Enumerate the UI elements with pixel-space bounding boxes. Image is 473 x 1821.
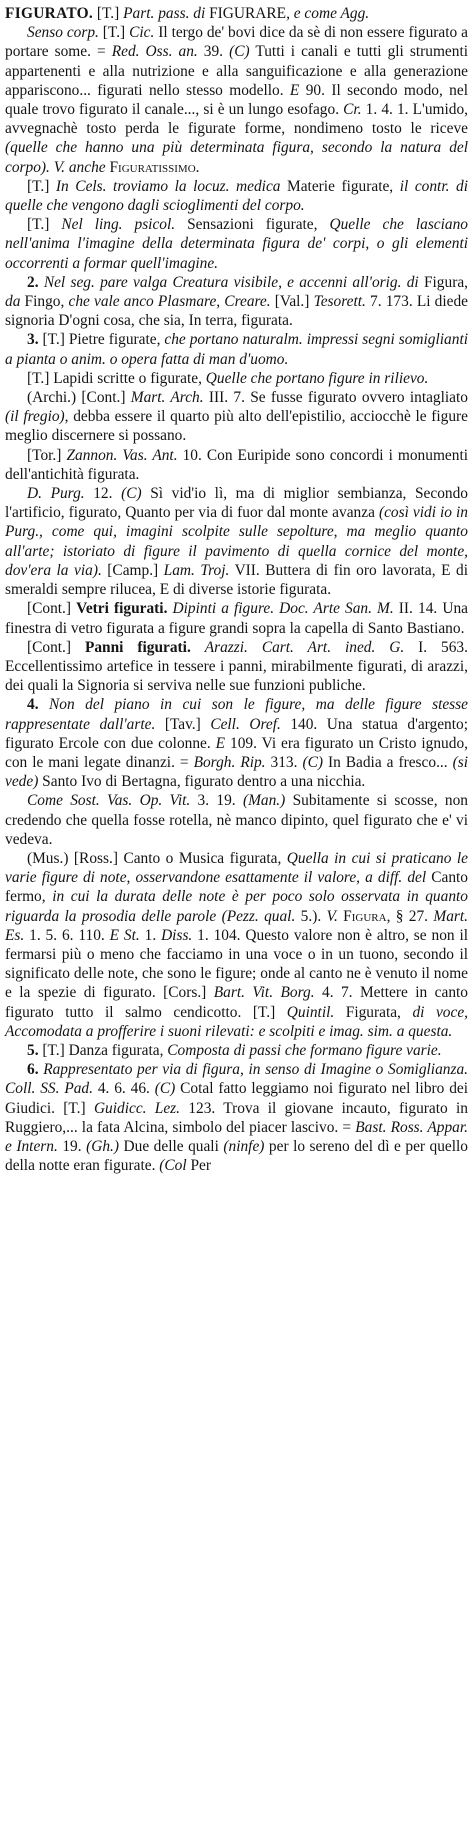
text-run: In Cels. troviamo la locuz. medica xyxy=(55,177,281,195)
text-run: da xyxy=(5,293,21,311)
entry-paragraph xyxy=(5,4,468,23)
text-run: 313. xyxy=(265,753,303,771)
text-run: [T.] Lapidi scritte o figurate, xyxy=(27,369,206,387)
text-run: (Mus.) [Ross.] Canto o Musica figurata, xyxy=(27,849,287,867)
text-run: di voce, Accomodata a profferire i suoni rilevati: e scolpiti e imag. sim. a questa. xyxy=(5,1003,468,1040)
text-run: Cell. Oref. xyxy=(210,715,281,733)
text-run: , e come Agg. xyxy=(286,5,370,22)
text-run: Subitamente si scosse, non credendo che quella fosse rotella, nè manco dipinto, quel figurato che e' vi vedeva. xyxy=(5,792,468,848)
text-run: Quelle che lasciano nell'anima l'imagine della determinata figura de' corpi, o gli elementi occorrenti a formar quell'imagine. xyxy=(5,216,468,272)
text-run: Due delle quali xyxy=(119,1137,224,1155)
text-run: il contr. di quelle che vengono dagli scioglimenti del corpo. xyxy=(5,177,468,215)
entry-paragraph xyxy=(5,791,468,849)
entry-paragraph xyxy=(5,484,468,599)
text-run: 109. Vi era figurato un Cristo ignudo, con le mani legate dinanzi. = xyxy=(5,734,468,771)
text-run: (Col xyxy=(159,1157,187,1175)
text-run: Quella in cui si praticano le varie figure di note, osservandone esattamente il valore, a diff. del xyxy=(5,849,468,887)
entry-paragraph xyxy=(5,849,468,1041)
text-run: (il fregio) xyxy=(5,408,65,426)
text-run: [T.] Danza figurata, xyxy=(42,1041,168,1059)
text-run: 19. xyxy=(57,1137,87,1155)
text-run: 12. xyxy=(84,485,122,503)
dictionary-entry-figurato xyxy=(5,4,468,1175)
text-run: Sì vid'io lì, ma di miglior sembianza, Secondo l'artificio, figurato, Quanto per via di fuor dal monte avanza xyxy=(5,485,468,522)
text-run xyxy=(191,639,205,656)
text-run: Figuratissimo xyxy=(109,158,196,176)
text-run: Lam. Troj. xyxy=(163,561,230,579)
text-run: per lo sereno del dì e per quello della notte eran figurate. xyxy=(5,1137,469,1175)
text-run: Senso corp. xyxy=(27,24,99,42)
text-run: 39. xyxy=(197,43,230,61)
text-run: 5.). xyxy=(295,907,327,925)
text-run: 1. 104. Questo valore non è altro, se non il fermarsi più o meno che facciamo in una voce o in un tuono, secondo il significato delle note, che sono le figure; onde al canto ne è venuto il nome e la spezie di figurato. [Cors.] xyxy=(5,926,469,1002)
text-run: 1. 4. 1. L'umido, avvegnachè tosto perda le figurate forme, nondimeno tosto le riceve xyxy=(5,101,468,138)
text-run: [Camp.] xyxy=(101,561,164,579)
text-run: Per xyxy=(186,1157,212,1175)
text-run: D. Purg. xyxy=(27,485,85,503)
text-run: 4. 7. Mettere in canto figurato tutto il salmo cendicotto. [T.] xyxy=(5,984,468,1021)
text-run: VII. Buttera di fin oro lavorata, E di smeraldi sempre rilucea, E di diverse istorie figurata. xyxy=(5,561,468,599)
entry-paragraph xyxy=(5,1041,468,1060)
text-run: Sensazioni figurate, xyxy=(175,216,330,234)
text-run: [T.] xyxy=(98,24,130,42)
text-run: Figura xyxy=(343,907,387,925)
text-run: in cui la durata delle note è per poco solo osservata in quanto riguarda la prosodia delle parole xyxy=(5,888,468,925)
text-run: [T.] xyxy=(27,216,62,234)
text-run: (si vede) xyxy=(5,753,468,791)
text-run: Composta di passi che formano figure varie. xyxy=(167,1041,442,1059)
text-run: (Gh.) xyxy=(86,1137,119,1155)
text-run: che vale anco Plasmare, Creare. xyxy=(68,293,271,311)
text-run: Panni figurati. xyxy=(84,638,191,656)
text-run: Dipinti a figure. Doc. Arte San. M. xyxy=(172,600,394,618)
text-run: Santo Ivo di Bertagna, figurato dentro a una nicchia. xyxy=(38,773,366,791)
entry-paragraph xyxy=(5,330,468,368)
text-run: Quelle che portano figure in rilievo. xyxy=(205,369,429,387)
text-run: E St. xyxy=(109,926,140,944)
text-run: Nel ling. psicol. xyxy=(61,216,176,234)
text-run: , § 27. xyxy=(386,907,434,925)
text-run: Fingo, xyxy=(20,293,69,311)
text-run: (Man.) xyxy=(242,792,286,810)
text-run: 4. xyxy=(27,696,50,714)
text-run: E xyxy=(215,734,226,752)
text-run: [T.] xyxy=(27,177,56,195)
text-run: E xyxy=(289,81,300,99)
text-run: Bast. Ross. Appar. e Intern. xyxy=(5,1118,469,1155)
text-run: 123. Trova il giovane incauto, figurato in Ruggiero,... la fata Alcina, simbolo del piacer lascivo. = xyxy=(5,1099,468,1136)
text-run: (C) xyxy=(154,1080,176,1098)
text-run: Cr. xyxy=(343,101,362,119)
text-run: V. anche xyxy=(53,158,106,176)
entry-paragraph xyxy=(5,388,468,446)
text-run: Tesorett. xyxy=(313,293,366,311)
entry-paragraph xyxy=(5,695,468,791)
text-run: [Val.] xyxy=(270,293,314,311)
text-run: Nel seg. pare valga Creatura visibile, e accenni all'orig. di xyxy=(43,273,419,291)
text-run: Arazzi. Cart. Art. ined. G. xyxy=(204,638,405,656)
text-run: 1. 5. 6. 110. xyxy=(24,926,110,944)
text-run: 5. xyxy=(27,1041,43,1059)
entry-paragraph xyxy=(5,599,468,637)
entry-paragraph xyxy=(5,1060,468,1175)
text-run: Figura, xyxy=(418,273,469,291)
text-run: (C) xyxy=(121,485,142,503)
text-run: 4. 6. 46. xyxy=(92,1080,155,1098)
text-run: (così vidi io in Purg., come qui, imagini scolpite sulle sepolture, ma meglio quanto all'arte; istoriato di figure il pavimento di quella cornice del monte, dov'era la via). xyxy=(5,504,468,579)
entry-paragraph xyxy=(5,446,468,484)
text-run: Materie figurate, xyxy=(280,177,400,195)
text-run: Mart. Arch. xyxy=(130,389,204,407)
text-run: 3. 19. xyxy=(190,792,243,810)
text-run: , debba essere il quarto più alto dell'epistilio, acciocchè le figure meglio discernere si possano. xyxy=(5,408,468,445)
text-run: 1. xyxy=(139,926,162,944)
headword: FIGURATO. xyxy=(5,5,94,22)
text-run: 90. Il secondo modo, nel quale trovo figurato il canale..., si è un lungo esofago. xyxy=(5,81,468,119)
text-run: Red. Oss. an. xyxy=(111,43,198,61)
text-run: Come Sost. Vas. Op. Vit. xyxy=(27,792,191,810)
text-run: [T.] xyxy=(93,5,124,22)
text-run: (C) xyxy=(229,43,250,61)
text-run: I. 563. Eccellentissimo artefice in tessere i panni, mirabilmente figurati, di arazzi, dei quali la Signoria si serviva nelle sue funzioni publiche. xyxy=(5,638,468,695)
text-run: [Cont.] xyxy=(27,600,77,618)
text-run: [T.] Pietre figurate, xyxy=(42,331,165,349)
text-run: Bart. Vit. Borg. xyxy=(213,984,315,1002)
text-run: (ninfe) xyxy=(223,1137,265,1155)
text-run: Part. pass. di xyxy=(123,5,210,22)
text-run: . xyxy=(195,158,200,176)
text-run: Zannon. Vas. Ant. xyxy=(66,446,178,464)
text-run: Cic. xyxy=(129,24,155,42)
text-run: Diss. xyxy=(161,926,193,944)
text-run: Figurata, xyxy=(334,1003,413,1021)
text-run: Tutti i canali e tutti gli strumenti appartenenti e alla nutrizione e alla sanguificazione e alla generazione appariscono... figurati nello stesso modello. xyxy=(5,43,469,99)
text-run: Mart. Es. xyxy=(5,907,469,944)
text-run: Vetri figurati. xyxy=(76,600,168,618)
text-run: [Cont.] xyxy=(27,638,85,656)
text-run: Quintil. xyxy=(286,1003,335,1021)
text-run: 7. 173. Li diede signoria D'ogni cosa, che sia, In terra, figurata. xyxy=(5,293,469,330)
text-run: II. 14. Una finestra di vetro figurata a figure grandi sopra la capella di Santo Bastiano. xyxy=(5,600,468,637)
text-run: Guidicc. Lez. xyxy=(93,1099,181,1117)
entry-paragraph xyxy=(5,369,468,388)
text-run: (C) xyxy=(302,753,323,771)
entry-paragraph xyxy=(5,273,468,331)
text-run: Borgh. Rip. xyxy=(193,753,266,771)
text-run: 6. xyxy=(27,1061,44,1079)
text-run: V. xyxy=(326,907,338,925)
entry-paragraph xyxy=(5,215,468,273)
text-run: 2. xyxy=(27,273,44,291)
text-run: In Badia a fresco... xyxy=(322,753,453,771)
text-run: [Tor.] xyxy=(27,446,67,464)
text-run: 3. xyxy=(27,331,43,349)
text-run: FIGURARE xyxy=(209,5,287,22)
text-run: Cotal fatto leggiamo noi figurato nel libro dei Giudici. [T.] xyxy=(5,1080,469,1117)
text-run: 10. Con Euripide sono concordi i monumenti dell'antichità figurata. xyxy=(5,446,468,483)
text-run: 140. Una statua d'argento; figurato Ercole con due colonne. xyxy=(5,715,468,752)
text-run: Il tergo de' bovi dice da sè di non essere figurato a portare some. = xyxy=(5,24,468,61)
text-run: (quelle che hanno una più determinata figura, secondo la natura del corpo). xyxy=(5,139,468,176)
text-run: (Archi.) [Cont.] xyxy=(27,389,131,407)
text-run: Non del piano in cui son le figure, ma delle figure stesse rappresentate dall'arte. xyxy=(5,696,468,733)
text-run: III. 7. Se fusse figurato ovvero intagliato xyxy=(203,389,468,407)
entry-paragraph xyxy=(5,177,468,215)
entry-paragraph xyxy=(5,23,468,177)
text-run: [Tav.] xyxy=(155,715,211,733)
text-run: che portano naturalm. impressi segni somiglianti a pianta o anim. o opera fatta di man d'uomo. xyxy=(5,331,468,368)
text-run: (Pezz. qual. xyxy=(221,907,296,925)
text-run: Rappresentato per via di figura, in senso di Imagine o Somiglianza. Coll. SS. Pad. xyxy=(5,1061,468,1098)
text-run: Canto fermo, xyxy=(5,869,468,906)
entry-paragraph xyxy=(5,638,468,696)
